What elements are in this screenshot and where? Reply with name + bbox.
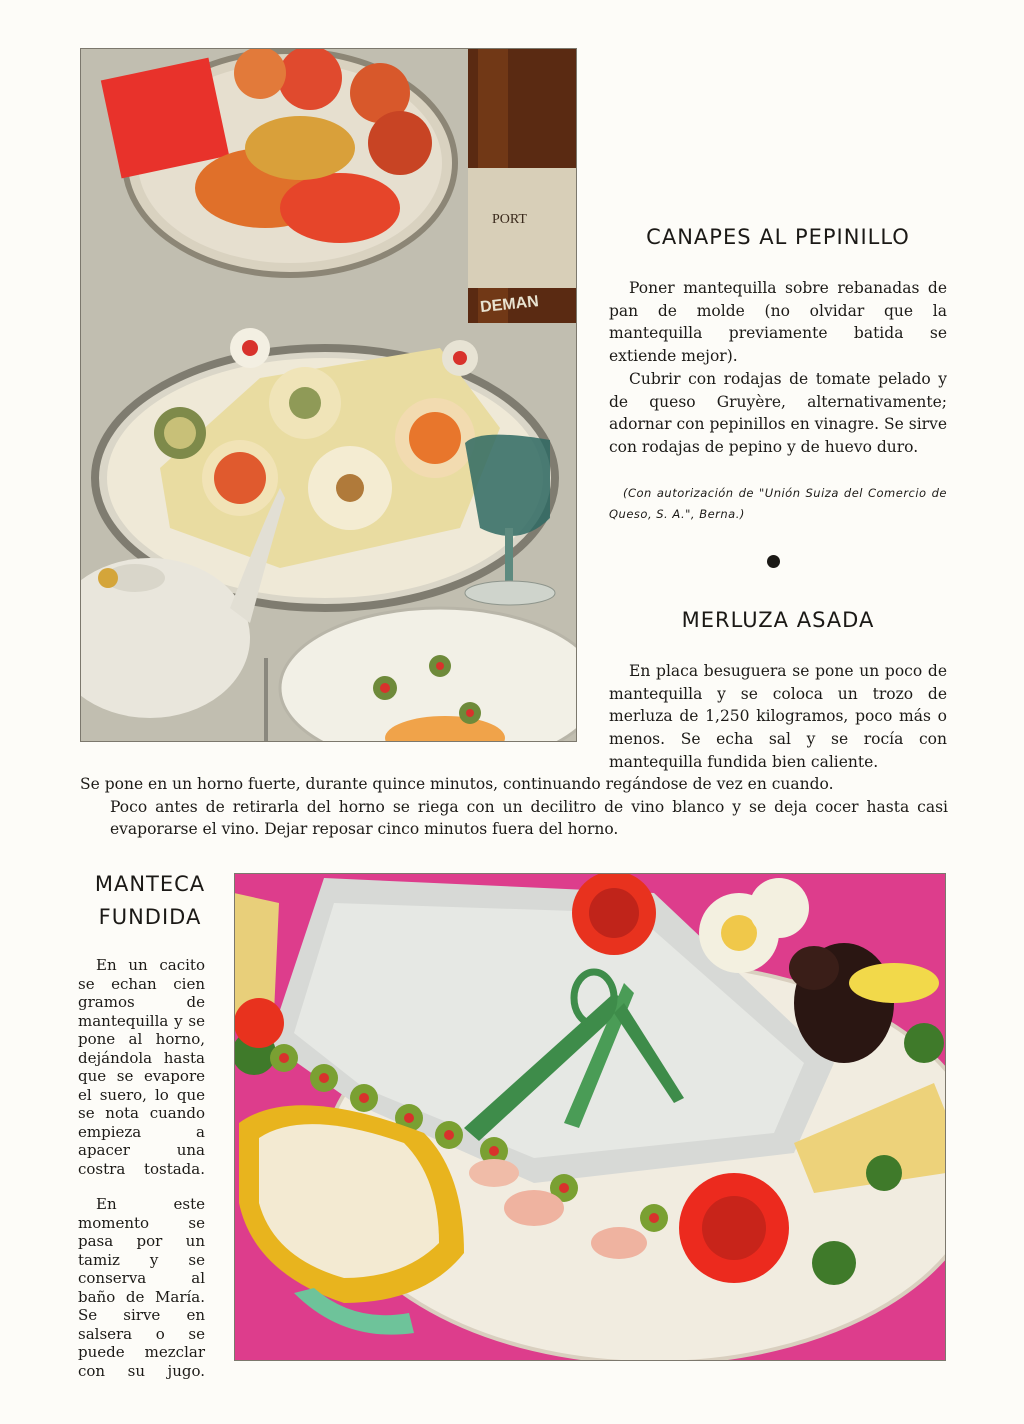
merluza-paragraph-1-end: Se pone en un horno fuerte, durante quince minutos, continuando regándose de vez en cuando.	[80, 775, 834, 793]
canapes-credit: (Con autorización de "Unión Suiza del Comercio de Queso, S. A.", Berna.)	[609, 486, 947, 521]
manteca-title-line-2: FUNDIDA	[98, 905, 202, 929]
canapes-paragraph-2: Cubrir con rodajas de tomate pelado y de queso Gruyère, alternativamente; adornar con pepinillos en vinagre. Se sirve con rodajas de pepino y de huevo duro.	[609, 370, 947, 457]
merluza-paragraph-2: Poco antes de retirarla del horno se riega con un decilitro de vino blanco y se deja cocer hasta casi evaporarse el vino. Dejar reposar cinco minutos fuera del horno.	[110, 797, 948, 839]
canapes-paragraph-1: Poner mantequilla sobre rebanadas de pan de molde (no olvidar que la mantequilla previamente batida se extiende mejor).	[609, 279, 947, 366]
manteca-paragraph-2: En este momento se pasa por un tamiz y se conserva al baño de María. Se sirve en salsera o se puede mezclar con su jugo.	[78, 1195, 205, 1380]
bottle-brand: DEMAN	[479, 293, 540, 317]
manteca-title-line-1: MANTECA	[94, 872, 206, 896]
canapes-photo	[80, 48, 577, 742]
manteca-title	[78, 868, 222, 934]
bottle-label: PORT	[492, 212, 527, 227]
manteca-paragraph-1: En un cacito se echan cien gramos de mantequilla y se pone al horno, dejándola hasta que se evapore el suero, lo que se nota cuando empieza a apacer una costra tostada.	[78, 956, 205, 1178]
merluza-photo	[234, 873, 946, 1361]
section-divider-bullet	[767, 555, 780, 568]
canapes-title: CANAPES AL PEPINILLO	[646, 225, 910, 249]
merluza-paragraph-1: En placa besuguera se pone un poco de mantequilla y se coloca un trozo de merluza de 1,250 kilogramos, poco más o menos. Se echa sal y se rocía con mantequilla fundida bien caliente.	[609, 662, 947, 771]
merluza-title: MERLUZA ASADA	[681, 608, 875, 632]
merluza-continued	[80, 773, 948, 841]
